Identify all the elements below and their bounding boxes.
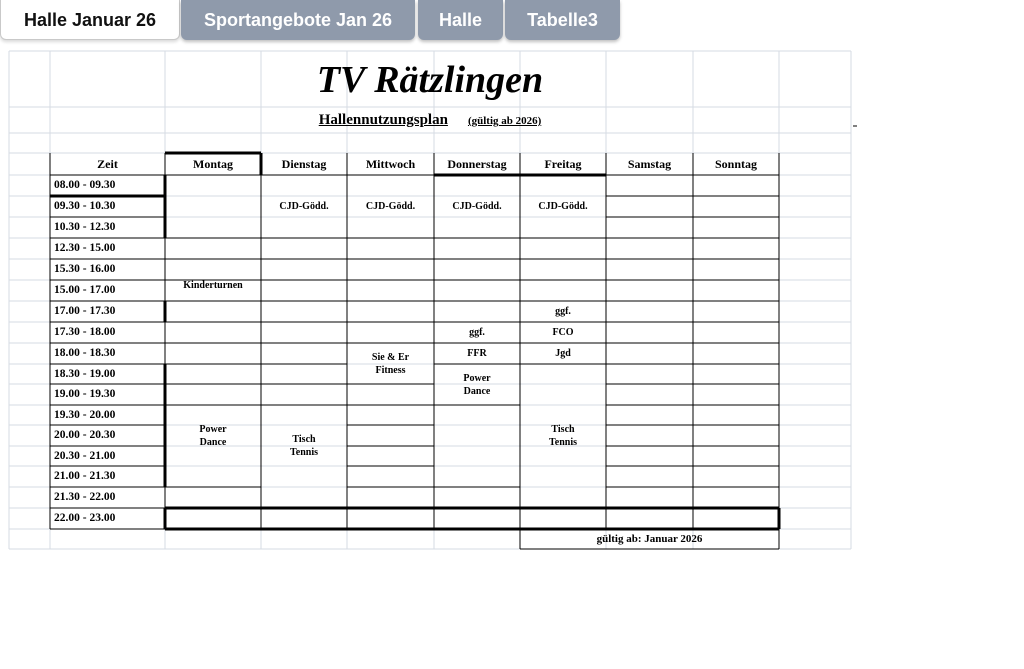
time-slot: 19.00 - 19.30 [54, 388, 116, 400]
time-slot: 22.00 - 23.00 [54, 512, 116, 524]
time-slot: 15.00 - 17.00 [54, 284, 116, 296]
header-sonntag: Sonntag [714, 157, 758, 171]
event-donnerstag-ffr [434, 343, 520, 364]
event-montag-power-dance-line: Dance [199, 436, 227, 448]
event-freitag-cjd-line: CJD-Gödd. [538, 201, 588, 212]
time-slot: 17.30 - 18.00 [54, 326, 116, 338]
footer-gueltig: gültig ab: Januar 2026 [596, 532, 703, 545]
event-donnerstag-ggf [434, 322, 520, 343]
subtitle [9, 108, 851, 133]
header-donnerstag: Donnerstag [447, 157, 507, 171]
time-slot: 20.00 - 20.30 [54, 429, 116, 441]
time-slot: 20.30 - 21.00 [54, 450, 116, 462]
header-zeit: Zeit [97, 157, 118, 171]
header-mittwoch: Mittwoch [365, 157, 416, 171]
time-slot: 18.00 - 18.30 [54, 347, 116, 359]
event-montag-kinderturnen-line: Kinderturnen [183, 279, 243, 291]
event-donnerstag-ggf-line: ggf. [469, 327, 485, 338]
time-slot: 12.30 - 15.00 [54, 242, 116, 254]
event-mittwoch-sie-er-fitness-line: Sie & Er [371, 351, 410, 363]
event-mittwoch-cjd-line: CJD-Gödd. [365, 201, 416, 212]
page-title: TV Rätzlingen [316, 59, 544, 101]
event-donnerstag-power-dance-line: Dance [463, 385, 491, 397]
tab-halle-januar-26[interactable]: Halle Januar 26 [0, 0, 180, 40]
event-freitag-jgd-line: Jgd [555, 348, 571, 359]
event-dienstag-tisch-tennis [261, 405, 347, 487]
tab-tabelle3[interactable]: Tabelle3 [505, 0, 620, 40]
tab-halle[interactable]: Halle [418, 0, 503, 40]
header-freitag: Freitag [544, 157, 582, 171]
subtitle-note: (gültig ab 2026) [467, 115, 542, 127]
event-donnerstag-cjd [434, 175, 520, 238]
event-freitag-ggf-line: ggf. [555, 306, 571, 317]
event-montag-kinderturnen [165, 277, 261, 293]
subtitle-main: Hallennutzungsplan [318, 112, 448, 128]
tab-sportangebote-jan-26[interactable]: Sportangebote Jan 26 [181, 0, 415, 40]
event-dienstag-tisch-tennis-line: Tisch [292, 434, 316, 445]
event-freitag-ggf [520, 301, 606, 322]
event-dienstag-tisch-tennis-line: Tennis [290, 447, 318, 458]
time-slot: 08.00 - 09.30 [54, 179, 116, 191]
event-donnerstag-power-dance [434, 364, 520, 405]
event-freitag-fco [520, 322, 606, 343]
event-mittwoch-sie-er-fitness-line: Fitness [375, 364, 406, 376]
event-freitag-cjd [520, 175, 606, 238]
event-donnerstag-ffr-line: FFR [467, 348, 487, 359]
event-freitag-jgd [520, 343, 606, 364]
time-slot: 10.30 - 12.30 [54, 221, 116, 233]
event-mittwoch-sie-er-fitness [347, 343, 434, 384]
event-freitag-tisch-tennis-line: Tisch [551, 423, 575, 435]
time-slot: 21.00 - 21.30 [54, 470, 116, 482]
time-slot: 17.00 - 17.30 [54, 305, 116, 317]
header-montag: Montag [193, 157, 233, 171]
time-slot: 09.30 - 10.30 [54, 200, 116, 212]
event-dienstag-cjd [261, 175, 347, 238]
event-freitag-fco-line: FCO [552, 327, 574, 338]
event-freitag-tisch-tennis-line: Tennis [549, 436, 577, 448]
sheet-tabs [0, 0, 1024, 40]
time-slot: 18.30 - 19.00 [54, 368, 116, 380]
time-slot: 15.30 - 16.00 [54, 263, 116, 275]
header-dienstag: Dienstag [281, 157, 327, 171]
event-montag-power-dance [165, 405, 261, 466]
time-slot: 21.30 - 22.00 [54, 491, 116, 503]
event-dienstag-cjd-line: CJD-Gödd. [279, 201, 329, 212]
time-slot: 19.30 - 20.00 [54, 409, 116, 421]
event-montag-power-dance-line: Power [199, 423, 227, 435]
event-mittwoch-cjd [347, 175, 434, 238]
header-samstag: Samstag [627, 157, 672, 171]
event-donnerstag-power-dance-line: Power [463, 372, 491, 384]
event-donnerstag-cjd-line: CJD-Gödd. [452, 201, 502, 212]
event-freitag-tisch-tennis [520, 384, 606, 487]
